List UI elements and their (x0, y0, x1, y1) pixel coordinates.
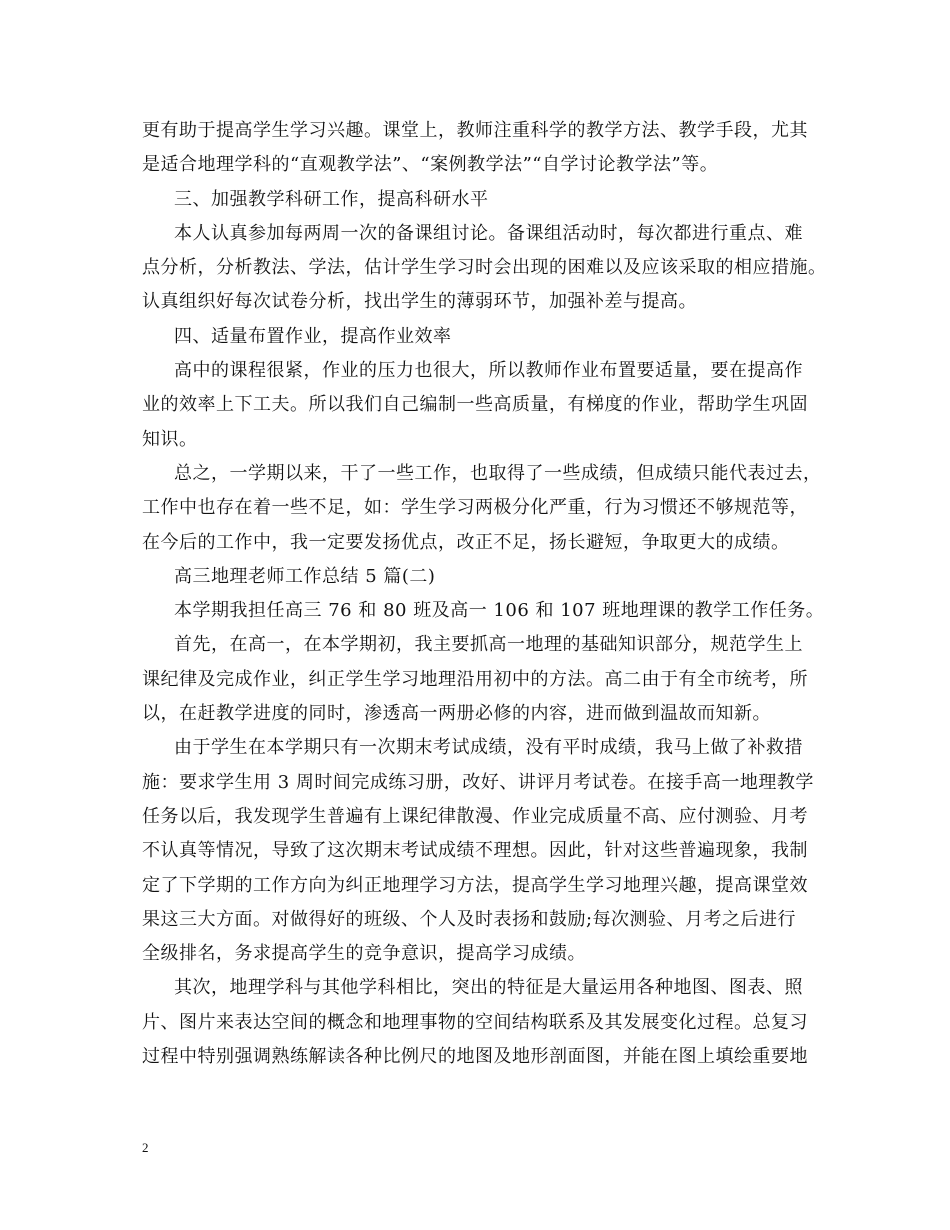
text-line: 在今后的工作中，我一定要发扬优点，改正不足，扬长避短，争取更大的成绩。 (142, 531, 790, 553)
text-line: 高中的课程很紧，作业的压力也很大，所以教师作业布置要适量，要在提高作 (174, 360, 803, 382)
text-line: 是适合地理学科的“直观教学法”、“案例教学法”“自学讨论教学法”等。 (142, 154, 719, 176)
text-line: 本学期我担任高三 76 和 80 班及高一 106 和 107 班地理课的教学工作任务。 (174, 600, 825, 622)
text-line: 三、加强教学科研工作，提高科研水平 (174, 188, 489, 210)
document-body (142, 114, 827, 1074)
text-line: 知识。 (142, 428, 198, 450)
text-line: 高三地理老师工作总结 5 篇(二) (174, 565, 436, 587)
text-line: 工作中也存在着一些不足，如：学生学习两极分化严重，行为习惯还不够规范等， (142, 497, 808, 519)
text-line: 果这三大方面。对做得好的班级、个人及时表扬和鼓励;每次测验、月考之后进行 (142, 908, 797, 930)
text-line: 施：要求学生用 3 周时间完成练习册，改好、讲评月考试卷。在接手高一地理教学 (142, 771, 814, 793)
text-line: 总之，一学期以来，干了一些工作，也取得了一些成绩，但成绩只能代表过去， (174, 462, 822, 484)
page-number: 2 (142, 1140, 149, 1155)
text-line: 课纪律及完成作业，纠正学生学习地理沿用初中的方法。高二由于有全市统考，所 (142, 668, 808, 690)
text-line: 业的效率上下工夫。所以我们自己编制一些高质量，有梯度的作业，帮助学生巩固 (142, 394, 808, 416)
text-line: 过程中特别强调熟练解读各种比例尺的地图及地形剖面图，并能在图上填绘重要地 (142, 1046, 808, 1068)
text-line: 首先，在高一，在本学期初，我主要抓高一地理的基础知识部分，规范学生上 (174, 634, 803, 656)
text-line: 片、图片来表达空间的概念和地理事物的空间结构联系及其发展变化过程。总复习 (142, 1011, 808, 1033)
text-line: 四、适量布置作业，提高作业效率 (174, 325, 452, 347)
text-line: 更有助于提高学生学习兴趣。课堂上，教师注重科学的教学方法、教学手段，尤其 (142, 120, 808, 141)
text-line: 点分析，分析教法、学法，估计学生学习时会出现的困难以及应该采取的相应措施。 (142, 257, 827, 279)
text-line: 全级排名，务求提高学生的竞争意识，提高学习成绩。 (142, 943, 586, 965)
text-line: 由于学生在本学期只有一次期末考试成绩，没有平时成绩，我马上做了补救措 (174, 737, 803, 759)
text-line: 不认真等情况，导致了这次期末考试成绩不理想。因此，针对这些普遍现象，我制 (142, 840, 808, 862)
text-line: 认真组织好每次试卷分析，找出学生的薄弱环节，加强补差与提高。 (142, 291, 697, 313)
text-line: 任务以后，我发现学生普遍有上课纪律散漫、作业完成质量不高、应付测验、月考 (142, 805, 808, 827)
text-line: 其次，地理学科与其他学科相比，突出的特征是大量运用各种地图、图表、照 (174, 977, 803, 999)
text-line: 本人认真参加每两周一次的备课组讨论。备课组活动时，每次都进行重点、难 (174, 222, 803, 244)
text-line: 以，在赶教学进度的同时，渗透高一两册必修的内容，进而做到温故而知新。 (142, 703, 771, 725)
text-line: 定了下学期的工作方向为纠正地理学习方法，提高学生学习地理兴趣，提高课堂效 (142, 874, 808, 896)
